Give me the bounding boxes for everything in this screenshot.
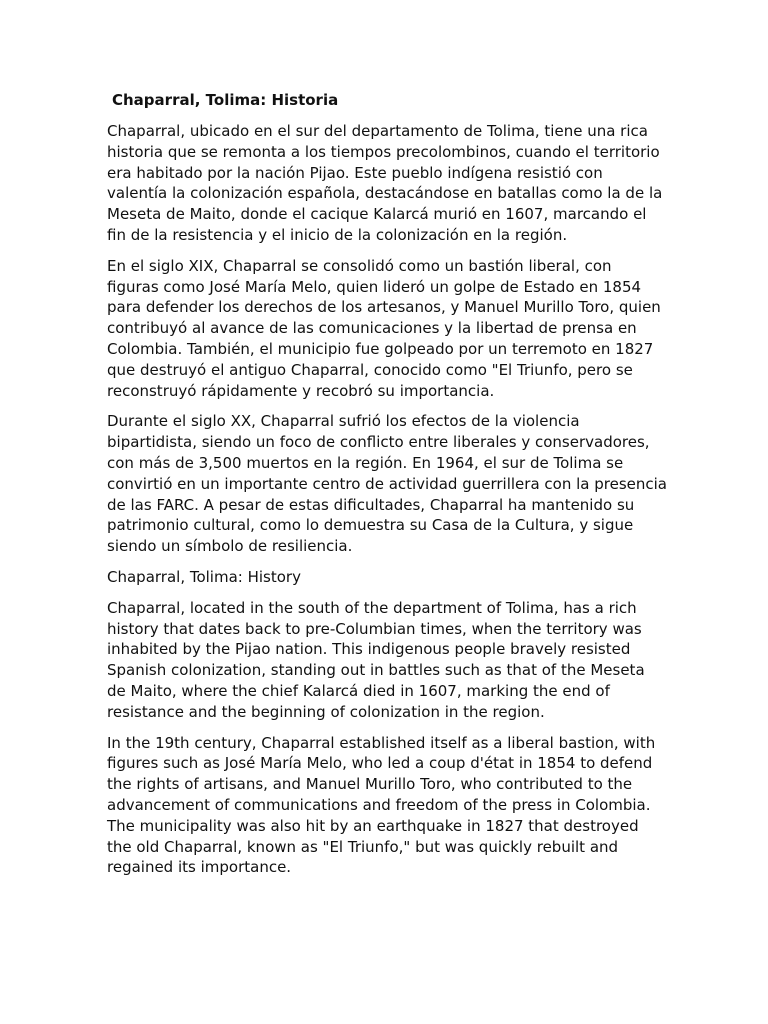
paragraph-es-1: Chaparral, ubicado en el sur del departamento de Tolima, tiene una rica historia que se remonta a los tiempos precolombinos, cuando el territorio era habitado por la nación Pijao. Este pueblo indígena resistió con valentía la colonización española, destacándose en batallas como la de la Meseta de Maito, donde el cacique Kalarcá murió en 1607, marcando el fin de la resistencia y el inicio de la colonización en la región. bbox=[107, 122, 663, 244]
paragraph-es-3: Durante el siglo XX, Chaparral sufrió los efectos de la violencia bipartidista, siendo un foco de conflicto entre liberales y conservadores, con más de 3,500 muertos en la región. En 1964, el sur de Tolima se convirtió en un importante centro de actividad guerrillera con la presencia de las FARC. A pesar de estas dificultades, Chaparral ha mantenido su patrimonio cultural, como lo demuestra su Casa de la Cultura, y sigue siendo un símbolo de resiliencia. bbox=[107, 412, 667, 556]
paragraph-en-2: In the 19th century, Chaparral established itself as a liberal bastion, with figures such as José María Melo, who led a coup d'état in 1854 to defend the rights of artisans, and Manuel Murillo Toro, who contributed to the advancement of communications and freedom of the press in Colombia. The municipality was also hit by an earthquake in 1827 that destroyed the old Chaparral, known as "El Triunfo," but was quickly rebuilt and regained its importance. bbox=[107, 733, 656, 877]
document-title: Chaparral, Tolima: Historia bbox=[112, 91, 339, 109]
paragraph-en-1: Chaparral, located in the south of the department of Tolima, has a rich history that dates back to pre-Columbian times, when the territory was inhabited by the Pijao nation. This indigenous people bravely resisted Spanish colonization, standing out in battles such as that of the Meseta de Maito, where the chief Kalarcá died in 1607, marking the end of resistance and the beginning of colonization in the region. bbox=[107, 598, 645, 721]
document-page bbox=[107, 90, 667, 888]
english-subtitle: Chaparral, Tolima: History bbox=[107, 567, 301, 586]
paragraph-es-2: En el siglo XIX, Chaparral se consolidó como un bastión liberal, con figuras como José María Melo, quien lideró un golpe de Estado en 1854 para defender los derechos de los artesanos, y Manuel Murillo Toro, quien contribuyó al avance de las comunicaciones y la libertad de prensa en Colombia. También, el municipio fue golpeado por un terremoto en 1827 que destruyó el antiguo Chaparral, conocido como "El Triunfo, pero se reconstruyó rápidamente y recobró su importancia. bbox=[107, 256, 661, 400]
